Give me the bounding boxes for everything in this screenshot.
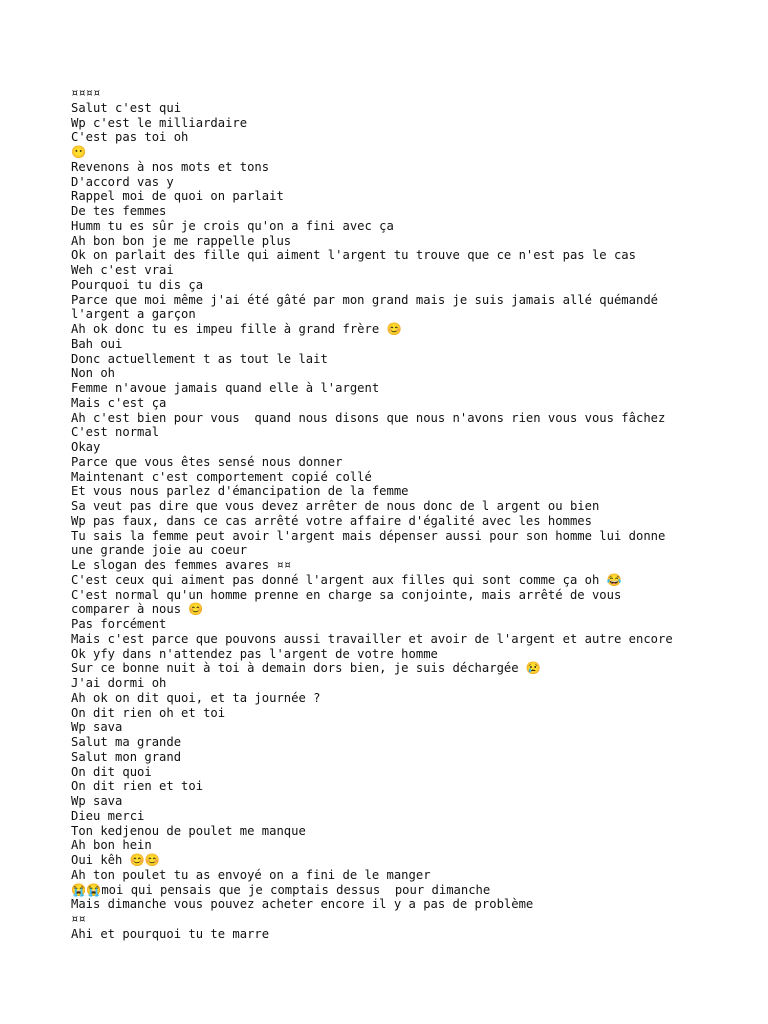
transcript-line: Ah bon bon je me rappelle plus — [71, 233, 292, 248]
transcript-line: Parce que vous êtes sensé nous donner — [71, 454, 343, 469]
transcript-line: Ah ok donc tu es impeu fille à grand frère 😊 — [71, 322, 402, 336]
transcript-line: comparer à nous 😊 — [71, 602, 204, 617]
transcript-line: Weh c'est vrai — [71, 263, 174, 277]
transcript-line: Sur ce bonne nuit à toi à demain dors bien, je suis déchargée 😢 — [71, 661, 542, 676]
transcript-line: Donc actuellement t as tout le lait — [71, 351, 328, 366]
transcript-line: l'argent a garçon — [71, 307, 196, 322]
transcript-line: Mais c'est parce que pouvons aussi travailler et avoir de l'argent et autre encore — [71, 631, 673, 646]
transcript-line: Wp c'est le milliardaire — [71, 115, 248, 130]
transcript-line: Revenons à nos mots et tons — [71, 159, 270, 174]
transcript-line: Rappel moi de quoi on parlait — [71, 189, 284, 204]
transcript-line: Pourquoi tu dis ça — [71, 277, 204, 292]
transcript-line: Femme n'avoue jamais quand elle à l'argent — [71, 381, 380, 395]
transcript-line: Wp sava — [71, 720, 123, 735]
transcript-line: Ok yfy dans n'attendez pas l'argent de votre homme — [71, 646, 438, 661]
transcript-line: C'est normal qu'un homme prenne en charge sa conjointe, mais arrêté de vous — [71, 587, 622, 602]
transcript-line: Wp pas faux, dans ce cas arrêté votre affaire d'égalité avec les hommes — [71, 513, 592, 528]
transcript-line: C'est pas toi oh — [71, 130, 189, 145]
transcript-line: D'accord vas y — [71, 174, 174, 189]
document-page — [71, 86, 751, 942]
transcript-line: Ah c'est bien pour vous quand nous disons que nous n'avons rien vous vous fâchez — [71, 410, 666, 425]
transcript-line: Wp sava — [71, 794, 123, 808]
transcript-line: On dit rien oh et toi — [71, 705, 226, 720]
transcript-line: Salut ma grande — [71, 735, 182, 749]
transcript-line: Humm tu es sûr je crois qu'on a fini avec ça — [71, 218, 394, 233]
transcript-line: Maintenant c'est comportement copié collé — [71, 469, 372, 484]
transcript-line: Okay — [71, 440, 101, 454]
transcript-line: ¤¤ — [71, 912, 86, 926]
transcript-line: Salut mon grand — [71, 749, 182, 764]
transcript-line: Ahi et pourquoi tu te marre — [71, 926, 270, 941]
transcript-line: J'ai dormi oh — [71, 676, 167, 690]
transcript-line: Ah ok on dit quoi, et ta journée ? — [71, 690, 321, 705]
transcript-line: Ok on parlait des fille qui aiment l'argent tu trouve que ce n'est pas le cas — [71, 248, 636, 263]
transcript-line: une grande joie au coeur — [71, 543, 248, 558]
transcript-line: Parce que moi même j'ai été gâté par mon grand mais je suis jamais allé quémandé — [71, 292, 658, 307]
transcript-line: Tu sais la femme peut avoir l'argent mais dépenser aussi pour son homme lui donne — [71, 528, 666, 543]
transcript-line: Mais dimanche vous pouvez acheter encore il y a pas de problème — [71, 897, 534, 912]
transcript-line: Non oh — [71, 366, 116, 381]
transcript-line: Salut c'est qui — [71, 100, 182, 115]
transcript-line: On dit quoi — [71, 764, 152, 779]
transcript-line: Ton kedjenou de poulet me manque — [71, 823, 306, 838]
transcript-line: 😭😭moi qui pensais que je comptais dessus pour dimanche — [71, 882, 491, 897]
transcript-line: ¤¤¤¤ — [71, 86, 101, 100]
transcript-line: Et vous nous parlez d'émancipation de la femme — [71, 484, 409, 499]
transcript-line: On dit rien et toi — [71, 779, 204, 794]
chat-transcript — [71, 86, 751, 942]
transcript-line: Pas forcément — [71, 617, 167, 631]
transcript-line: C'est ceux qui aiment pas donné l'argent aux filles qui sont comme ça oh 😂 — [71, 572, 622, 587]
transcript-line: Ah ton poulet tu as envoyé on a fini de le manger — [71, 867, 431, 882]
transcript-line: 😶 — [71, 145, 87, 159]
transcript-line: Oui kêh 😊😊 — [71, 853, 161, 867]
transcript-line: Le slogan des femmes avares ¤¤ — [71, 558, 292, 572]
transcript-line: De tes femmes — [71, 204, 167, 218]
transcript-line: C'est normal — [71, 425, 160, 440]
transcript-line: Sa veut pas dire que vous devez arrêter de nous donc de l argent ou bien — [71, 499, 600, 513]
transcript-line: Bah oui — [71, 336, 123, 351]
transcript-line: Dieu merci — [71, 808, 145, 823]
transcript-line: Ah bon hein — [71, 838, 152, 853]
transcript-line: Mais c'est ça — [71, 395, 167, 410]
